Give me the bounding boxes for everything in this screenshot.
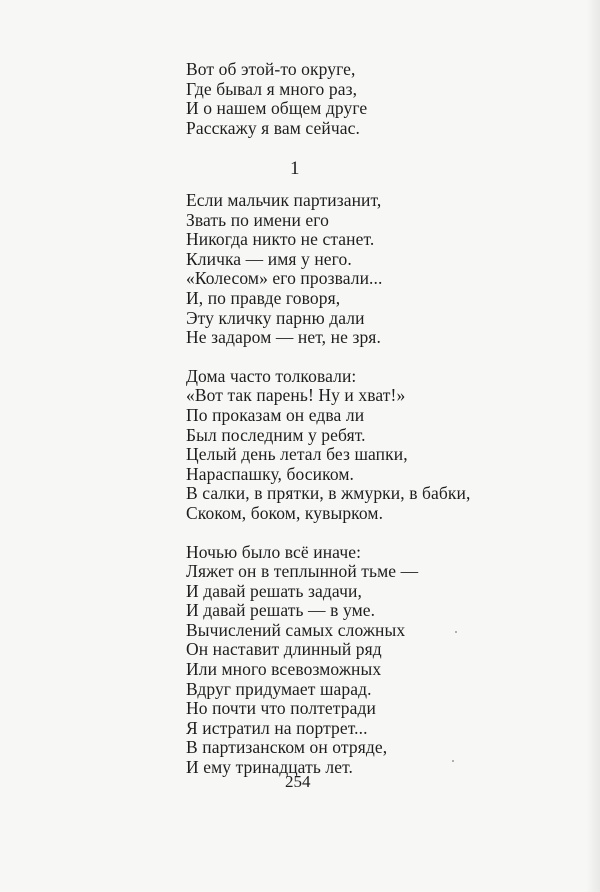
poem-line: Был последним у ребят. (186, 424, 366, 445)
stanza (186, 191, 566, 348)
poem-line: Эту кличку парню дали (186, 307, 365, 328)
section-number: 1 (290, 158, 300, 179)
poem-line: Но почти что полтетради (186, 698, 376, 719)
poem-line: «Вот так парень! Ну и хват!» (186, 385, 406, 406)
poem-line: Или много всевозможных (186, 659, 382, 680)
poem-line: Целый день летал без шапки, (186, 444, 408, 465)
page-edge-shadow (586, 0, 600, 892)
poem-line: Нараспашку, босиком. (186, 463, 355, 484)
poem-line: Кличка — имя у него. (186, 248, 352, 269)
poem-line: И, по правде говоря, (186, 287, 341, 308)
poem-line: По проказам он едва ли (186, 404, 365, 425)
poem-line: «Колесом» его прозвали... (186, 268, 383, 289)
poem-line: Дома часто толковали: (186, 365, 357, 386)
poem-line: В салки, в прятки, в жмурки, в бабки, (186, 483, 471, 504)
poem-line: И давай решать задачи, (186, 580, 362, 601)
intro-stanza (186, 60, 566, 138)
poem-line: Вычислений самых сложных (186, 619, 406, 640)
poem-line: Вдруг придумает шарад. (186, 678, 372, 699)
poem-line: Если мальчик партизанит, (186, 190, 382, 210)
poem-line: Ночью было всё иначе: (186, 541, 362, 562)
poem-line: Он наставит длинный ряд (186, 639, 382, 660)
page-number: 254 (285, 772, 311, 791)
poem-line: Не задаром — нет, не зря. (186, 327, 381, 348)
poem-line: И ему тринадцать лет. (186, 757, 353, 778)
poem-line: И о нашем общем друге (186, 98, 368, 119)
print-speck (452, 760, 454, 762)
poem-line: И давай решать — в уме. (186, 600, 376, 621)
poem-line: Скоком, боком, кувырком. (186, 502, 384, 523)
poem-line: В партизанском он отряде, (186, 737, 388, 758)
stanza (186, 367, 566, 524)
stanza (186, 60, 566, 138)
poem-line: Где бывал я много раз, (186, 78, 358, 99)
print-speck (455, 631, 457, 633)
poem-line: Я истратил на портрет... (186, 717, 368, 738)
poem-line: Расскажу я вам сейчас. (186, 117, 360, 138)
poem-line: Никогда никто не станет. (186, 229, 375, 250)
poem-line: Звать по имени его (186, 209, 329, 230)
poem-line: Вот об этой-то округе, (186, 59, 356, 79)
stanza (186, 543, 566, 778)
poem-line: Ляжет он в теплынной тьме — (186, 561, 419, 582)
poem-body (186, 191, 566, 778)
